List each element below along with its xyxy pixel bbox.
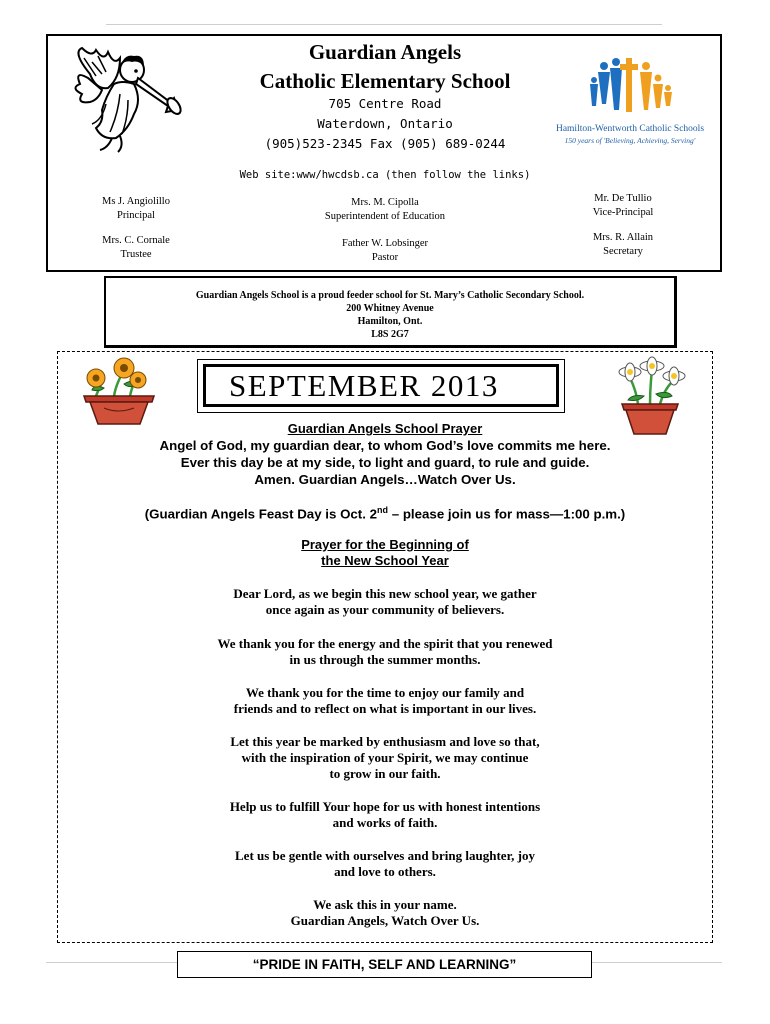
prayer-line: Let this year be marked by enthusiasm and love so that, bbox=[230, 734, 540, 749]
feeder-line4: L8S 2G7 bbox=[371, 329, 409, 340]
prayer-line: and works of faith. bbox=[332, 815, 438, 830]
staff-name: Mrs. R. Allain bbox=[592, 232, 654, 243]
prayer-line: Dear Lord, as we begin this new school year, we gather bbox=[233, 586, 537, 601]
feeder-line2: 200 Whitney Avenue bbox=[346, 303, 434, 314]
staff-vice-principal bbox=[538, 192, 708, 219]
board-logo-tagline: 150 years of 'Believing, Achieving, Serving' bbox=[564, 136, 696, 145]
school-prayer-line: Angel of God, my guardian dear, to whom God’s love commits me here. bbox=[159, 438, 611, 453]
staff-name: Mrs. M. Cipolla bbox=[351, 197, 419, 208]
school-motto: “PRIDE IN FAITH, SELF AND LEARNING” bbox=[177, 951, 592, 978]
hwcds-people-logo-icon bbox=[586, 54, 676, 120]
new-year-prayer-heading: Prayer for the Beginning of bbox=[301, 537, 469, 552]
staff-role: Principal bbox=[117, 209, 155, 221]
prayer-line: with the inspiration of your Spirit, we may continue bbox=[241, 750, 529, 765]
prayer-line: Let us be gentle with ourselves and bring laughter, joy bbox=[235, 848, 535, 863]
prayer-line: Guardian Angels, Watch Over Us. bbox=[290, 913, 480, 928]
prayer-line: We thank you for the energy and the spirit that you renewed bbox=[217, 636, 553, 651]
school-name-line2: Catholic Elementary School bbox=[259, 69, 511, 93]
staff-role: Vice-Principal bbox=[592, 206, 654, 218]
school-prayer-line: Ever this day be at my side, to light and guard, to rule and guide. bbox=[180, 455, 590, 470]
phone-fax: (905)523-2345 Fax (905) 689-0244 bbox=[264, 136, 506, 151]
address-city: Waterdown, Ontario bbox=[317, 116, 453, 131]
staff-superintendent bbox=[290, 196, 480, 223]
feeder-line3: Hamilton, Ont. bbox=[357, 316, 423, 327]
feast-day-note bbox=[0, 505, 770, 521]
feast-superscript: nd bbox=[377, 505, 389, 515]
feeder-line1: Guardian Angels School is a proud feeder school for St. Mary’s Catholic Secondary School. bbox=[195, 290, 585, 301]
prayer-line: in us through the summer months. bbox=[289, 652, 481, 667]
prayer-line: friends and to reflect on what is important in our lives. bbox=[233, 701, 537, 716]
prayer-line: to grow in our faith. bbox=[329, 766, 441, 781]
top-divider bbox=[106, 24, 662, 25]
prayer-line: and love to others. bbox=[334, 864, 436, 879]
staff-role: Trustee bbox=[120, 248, 152, 260]
staff-name: Mrs. C. Cornale bbox=[102, 235, 170, 246]
prayer-line: We thank you for the time to enjoy our family and bbox=[245, 685, 525, 700]
school-prayer-line: Amen. Guardian Angels…Watch Over Us. bbox=[254, 472, 516, 487]
sunflower-pot-icon bbox=[74, 356, 164, 428]
newsletter-title: SEPTEMBER 2013 bbox=[229, 368, 499, 403]
prayer-line: once again as your community of believers. bbox=[265, 602, 505, 617]
staff-pastor bbox=[290, 237, 480, 264]
address-street: 705 Centre Road bbox=[328, 96, 442, 111]
prayer-line: We ask this in your name. bbox=[313, 897, 457, 912]
feeder-school-box bbox=[104, 276, 677, 348]
new-year-prayer-heading: the New School Year bbox=[321, 553, 449, 568]
staff-secretary bbox=[538, 231, 708, 258]
staff-role: Superintendent of Education bbox=[324, 210, 446, 222]
board-logo-name: Hamilton-Wentworth Catholic Schools bbox=[555, 124, 705, 134]
school-name-line1: Guardian Angels bbox=[308, 40, 462, 64]
prayer-line: Help us to fulfill Your hope for us with honest intentions bbox=[229, 799, 541, 814]
staff-role: Secretary bbox=[603, 245, 643, 257]
staff-trustee bbox=[51, 234, 221, 261]
school-prayer-heading: Guardian Angels School Prayer bbox=[287, 421, 483, 436]
staff-name: Father W. Lobsinger bbox=[341, 238, 429, 249]
staff-role: Pastor bbox=[371, 251, 399, 263]
feast-text-before: (Guardian Angels Feast Day is Oct. 2 bbox=[144, 506, 378, 522]
staff-principal bbox=[51, 195, 221, 222]
staff-name: Ms J. Angiolillo bbox=[102, 196, 170, 207]
staff-name: Mr. De Tullio bbox=[594, 193, 652, 204]
website: Web site:www/hwcdsb.ca (then follow the links) bbox=[239, 169, 531, 181]
feast-text-after: – please join us for mass—1:00 p.m.) bbox=[388, 506, 626, 522]
